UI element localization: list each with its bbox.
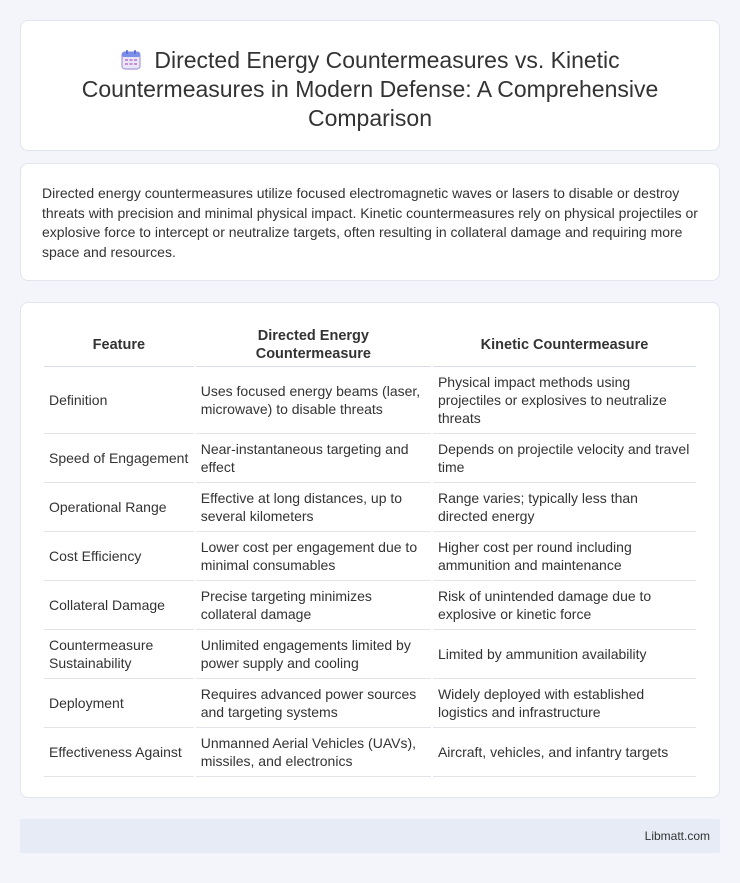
directed-energy-cell: Requires advanced power sources and targeting systems: [196, 679, 431, 728]
directed-energy-cell: Uses focused energy beams (laser, microwave) to disable threats: [196, 367, 431, 434]
table-row: [44, 367, 696, 434]
feature-cell: Effectiveness Against: [44, 728, 194, 777]
kinetic-cell: Aircraft, vehicles, and infantry targets: [433, 728, 696, 777]
footer-bar: [20, 819, 720, 853]
page-title: Directed Energy Countermeasures vs. Kinetic Countermeasures in Modern Defense: A Comprehensive Comparison: [81, 47, 659, 131]
feature-cell: Countermeasure Sustainability: [44, 630, 194, 679]
header-kinetic: Kinetic Countermeasure: [433, 323, 696, 367]
feature-cell: Cost Efficiency: [44, 532, 194, 581]
kinetic-cell: Depends on projectile velocity and travel time: [433, 434, 696, 483]
kinetic-cell: Risk of unintended damage due to explosive or kinetic force: [433, 581, 696, 630]
directed-energy-cell: Near-instantaneous targeting and effect: [196, 434, 431, 483]
kinetic-cell: Physical impact methods using projectiles or explosives to neutralize threats: [433, 367, 696, 434]
comparison-table: [42, 323, 698, 777]
directed-energy-cell: Unlimited engagements limited by power supply and cooling: [196, 630, 431, 679]
footer-site-name[interactable]: Libmatt.com: [644, 829, 710, 843]
table-row: [44, 728, 696, 777]
table-header-row: [44, 323, 696, 367]
kinetic-cell: Higher cost per round including ammunition and maintenance: [433, 532, 696, 581]
directed-energy-cell: Precise targeting minimizes collateral damage: [196, 581, 431, 630]
table-row: [44, 532, 696, 581]
directed-energy-cell: Lower cost per engagement due to minimal consumables: [196, 532, 431, 581]
header-directed-energy: Directed Energy Countermeasure: [196, 323, 431, 367]
directed-energy-cell: Effective at long distances, up to several kilometers: [196, 483, 431, 532]
kinetic-cell: Limited by ammunition availability: [433, 630, 696, 679]
kinetic-cell: Range varies; typically less than directed energy: [433, 483, 696, 532]
kinetic-cell: Widely deployed with established logistics and infrastructure: [433, 679, 696, 728]
feature-cell: Deployment: [44, 679, 194, 728]
comparison-card: [20, 302, 720, 798]
feature-cell: Definition: [44, 367, 194, 434]
feature-cell: Collateral Damage: [44, 581, 194, 630]
feature-cell: Operational Range: [44, 483, 194, 532]
table-row: [44, 679, 696, 728]
calendar-icon: [120, 49, 142, 71]
directed-energy-cell: Unmanned Aerial Vehicles (UAVs), missiles, and electronics: [196, 728, 431, 777]
intro-paragraph: Directed energy countermeasures utilize focused electromagnetic waves or lasers to disable or destroy threats with precision and minimal physical impact. Kinetic countermeasures rely on physical projectiles or explosive force to intercept or neutralize targets, often resulting in collateral damage and requiring more space and resources.: [42, 185, 698, 260]
table-row: [44, 581, 696, 630]
feature-cell: Speed of Engagement: [44, 434, 194, 483]
table-row: [44, 630, 696, 679]
title-card: [20, 20, 720, 151]
table-row: [44, 434, 696, 483]
page-title-block: [61, 46, 679, 133]
table-row: [44, 483, 696, 532]
header-feature: Feature: [44, 323, 194, 367]
intro-card: [20, 163, 720, 281]
